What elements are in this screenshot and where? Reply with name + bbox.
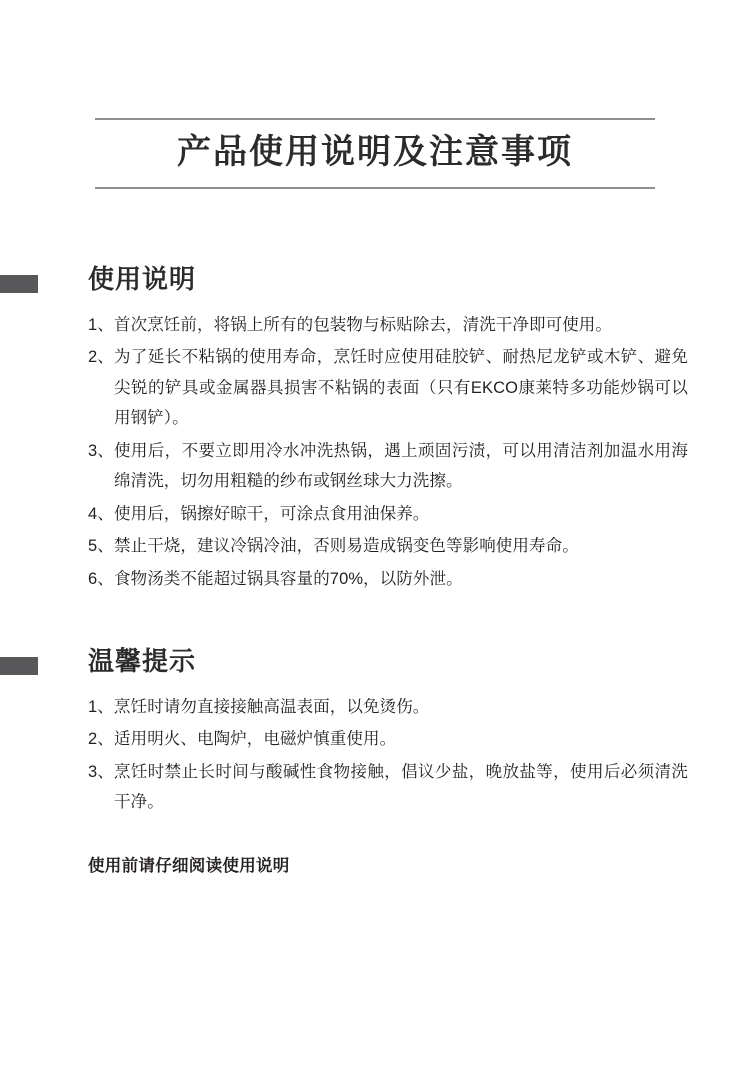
section-usage <box>88 263 688 596</box>
list-item-text: 首次烹饪前，将锅上所有的包装物与标贴除去，清洗干净即可使用。 <box>114 315 612 334</box>
footnote-text: 使用前请仔细阅读使用说明 <box>88 856 290 875</box>
list-item-text: 适用明火、电陶炉，电磁炉慎重使用。 <box>114 730 397 749</box>
list-item-text: 食物汤类不能超过锅具容量的70%，以防外泄。 <box>114 569 463 588</box>
list-item-number: 5、 <box>88 537 114 556</box>
list-item <box>88 757 688 818</box>
list-item-text: 使用后，不要立即用冷水冲洗热锅，遇上顽固污渍，可以用清洁剂加温水用海绵清洗，切勿用粗糙的纱布或钢丝球大力洗擦。 <box>114 441 688 491</box>
section-tips-heading: 温馨提示 <box>88 646 197 676</box>
list-item-number: 1、 <box>88 315 114 334</box>
section-tips-list <box>88 692 688 818</box>
list-item <box>88 342 688 434</box>
section-tips <box>88 645 688 876</box>
list-item-text: 烹饪时禁止长时间与酸碱性食物接触，倡议少盐，晚放盐等，使用后必须清洗干净。 <box>114 762 688 812</box>
list-item <box>88 564 688 595</box>
list-item <box>88 310 688 341</box>
list-item-text: 烹饪时请勿直接接触高温表面，以免烫伤。 <box>114 697 430 716</box>
list-item <box>88 499 688 530</box>
list-item <box>88 436 688 497</box>
list-item-number: 3、 <box>88 762 114 781</box>
list-item-text: 为了延长不粘锅的使用寿命，烹饪时应使用硅胶铲、耐热尼龙铲或木铲、避免尖锐的铲具或金属器具损害不粘锅的表面（只有EKCO康莱特多功能炒锅可以用钢铲）。 <box>114 348 688 428</box>
section-usage-heading: 使用说明 <box>88 264 197 294</box>
list-item-number: 4、 <box>88 504 114 523</box>
list-item <box>88 692 688 723</box>
section-usage-list <box>88 310 688 595</box>
page-title-block <box>95 118 655 189</box>
list-item-number: 6、 <box>88 569 114 588</box>
list-item-text: 使用后，锅擦好晾干，可涂点食用油保养。 <box>114 504 430 523</box>
section-marker-icon <box>0 657 38 675</box>
section-marker-icon <box>0 275 38 293</box>
list-item <box>88 724 688 755</box>
page-title: 产品使用说明及注意事项 <box>177 133 573 171</box>
list-item-text: 禁止干烧，建议冷锅冷油，否则易造成锅变色等影响使用寿命。 <box>114 537 579 556</box>
list-item <box>88 531 688 562</box>
list-item-number: 3、 <box>88 441 114 460</box>
list-item-number: 1、 <box>88 697 114 716</box>
list-item-number: 2、 <box>88 348 114 367</box>
list-item-number: 2、 <box>88 730 114 749</box>
